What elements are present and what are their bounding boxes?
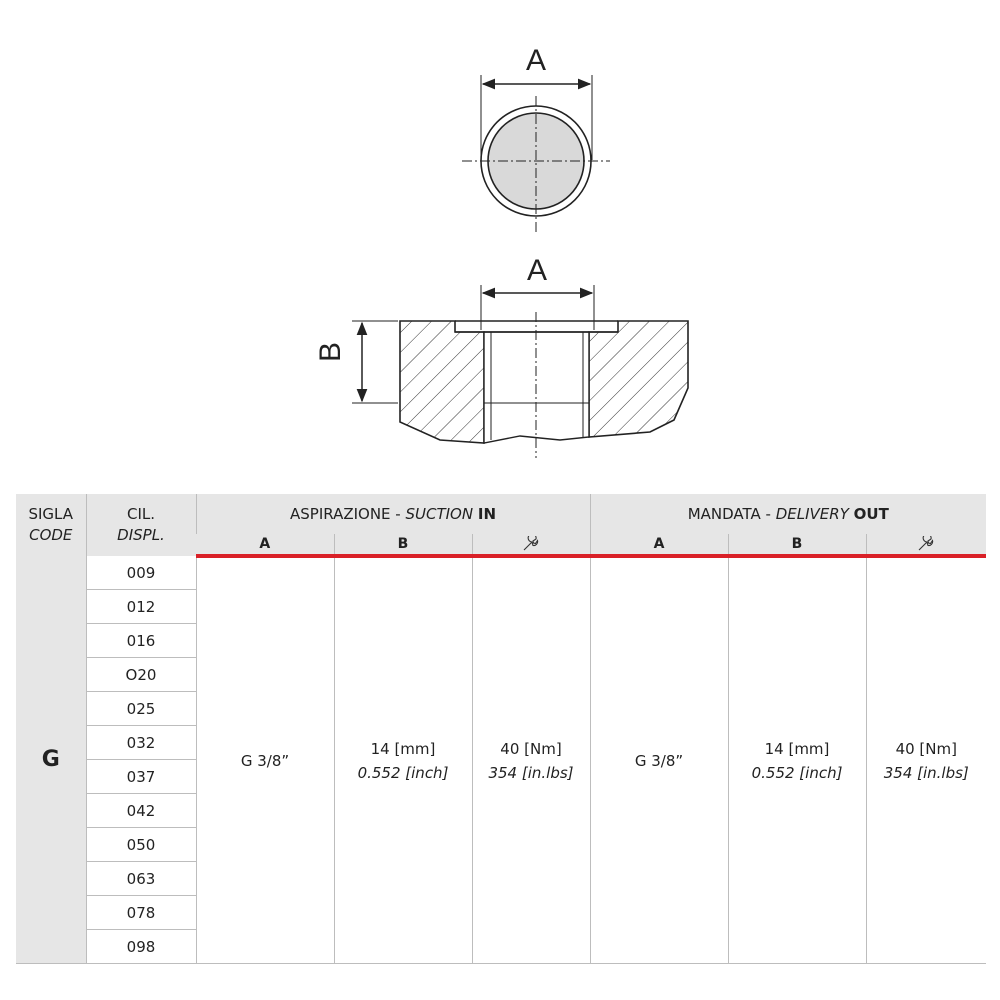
displacement-cell: 016 bbox=[86, 624, 196, 658]
suction-torque-cell: 40 [Nm] 354 [in.lbs] bbox=[472, 556, 590, 964]
dimension-b-label: B bbox=[314, 341, 347, 363]
header-suction-group: ASPIRAZIONE - SUCTION IN bbox=[196, 494, 590, 534]
table-header-row-1 bbox=[16, 494, 986, 534]
displacement-cell: 012 bbox=[86, 590, 196, 624]
header-delivery-a: A bbox=[590, 534, 728, 556]
header-code: SIGLA CODE bbox=[16, 494, 86, 556]
delivery-a-cell: G 3/8” bbox=[590, 556, 728, 964]
header-suction-torque bbox=[472, 534, 590, 556]
displacement-cell: O20 bbox=[86, 658, 196, 692]
top-view bbox=[462, 44, 610, 232]
dimension-a-label-top: A bbox=[525, 44, 547, 77]
table-row bbox=[16, 556, 986, 590]
wrench-icon bbox=[522, 536, 540, 552]
header-delivery-group: MANDATA - DELIVERY OUT bbox=[590, 494, 986, 534]
header-suction-a: A bbox=[196, 534, 334, 556]
delivery-b-cell: 14 [mm] 0.552 [inch] bbox=[728, 556, 866, 964]
displacement-cell: 063 bbox=[86, 862, 196, 896]
suction-b-cell: 14 [mm] 0.552 [inch] bbox=[334, 556, 472, 964]
displacement-cell: 032 bbox=[86, 726, 196, 760]
section-view bbox=[314, 254, 688, 458]
code-cell: G bbox=[16, 556, 86, 964]
dimension-a-label-section: A bbox=[526, 254, 548, 287]
displacement-cell: 050 bbox=[86, 828, 196, 862]
section-body-right bbox=[589, 321, 688, 437]
section-body-left bbox=[400, 321, 484, 443]
header-displacement: CIL. DISPL. bbox=[86, 494, 196, 556]
port-technical-drawing bbox=[0, 0, 1000, 470]
displacement-cell: 025 bbox=[86, 692, 196, 726]
delivery-torque-cell: 40 [Nm] 354 [in.lbs] bbox=[866, 556, 986, 964]
suction-a-cell: G 3/8” bbox=[196, 556, 334, 964]
header-suction-b: B bbox=[334, 534, 472, 556]
displacement-cell: 098 bbox=[86, 930, 196, 964]
displacement-cell: 037 bbox=[86, 760, 196, 794]
displacement-cell: 009 bbox=[86, 556, 196, 590]
displacement-cell: 078 bbox=[86, 896, 196, 930]
wrench-icon bbox=[917, 536, 935, 552]
header-delivery-b: B bbox=[728, 534, 866, 556]
header-delivery-torque bbox=[866, 534, 986, 556]
port-specifications-table bbox=[16, 494, 986, 964]
displacement-cell: 042 bbox=[86, 794, 196, 828]
